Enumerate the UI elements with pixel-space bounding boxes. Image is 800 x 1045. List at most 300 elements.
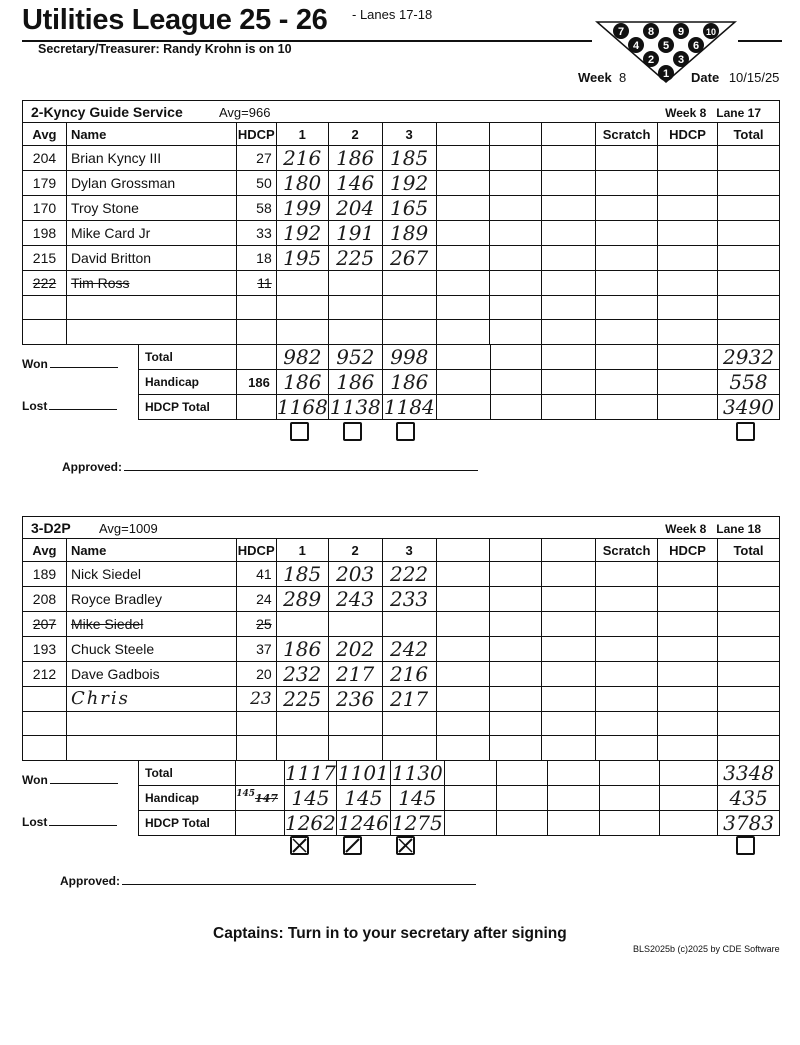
player-row	[23, 320, 780, 345]
team-week: Week 8	[665, 106, 707, 120]
empty-cell[interactable]	[490, 246, 542, 271]
lost-field[interactable]	[22, 399, 117, 413]
empty-cell[interactable]	[542, 661, 596, 686]
empty-cell[interactable]	[542, 562, 596, 587]
empty-cell[interactable]	[542, 612, 596, 637]
empty-cell[interactable]	[717, 686, 779, 711]
player-row	[23, 562, 780, 587]
total-row	[139, 345, 780, 370]
player-handicap: 58	[236, 196, 276, 221]
game-3-score[interactable]: 242	[382, 636, 436, 661]
game-3-score[interactable]	[382, 711, 436, 736]
player-average: 215	[23, 246, 67, 271]
empty-cell[interactable]	[490, 612, 542, 637]
empty-cell[interactable]	[658, 221, 718, 246]
player-name	[66, 736, 236, 761]
empty-cell[interactable]	[596, 370, 658, 395]
empty-cell[interactable]	[596, 271, 658, 296]
hdcp-total-row	[139, 811, 780, 836]
hdcp-total-row-game-1[interactable]: 1168	[276, 395, 328, 419]
game-1-score[interactable]: 195	[276, 246, 328, 271]
team-header-bar	[22, 516, 780, 539]
empty-cell[interactable]	[658, 146, 718, 171]
empty-cell[interactable]	[490, 320, 542, 345]
empty-cell[interactable]	[490, 661, 542, 686]
total-row-series[interactable]: 3348	[718, 761, 780, 786]
empty-cell[interactable]	[490, 295, 542, 320]
empty-cell[interactable]	[542, 736, 596, 761]
empty-cell[interactable]	[542, 345, 596, 370]
empty-cell[interactable]	[436, 320, 490, 345]
empty-cell[interactable]	[436, 562, 490, 587]
game-1-score[interactable]	[276, 271, 328, 296]
hdcp-total-row-series[interactable]: 3490	[717, 395, 779, 420]
team-average: Avg=966	[219, 105, 271, 120]
empty-cell[interactable]	[658, 612, 718, 637]
week-label: Week	[578, 70, 612, 85]
empty-cell[interactable]	[542, 686, 596, 711]
empty-cell[interactable]	[717, 661, 779, 686]
player-name: Brian Kyncy III	[66, 146, 236, 171]
empty-cell[interactable]	[658, 686, 718, 711]
team-handicap-new: 145	[236, 788, 255, 799]
col-scratch: Scratch	[596, 539, 658, 562]
player-average: 212	[23, 661, 67, 686]
lanes-label: - Lanes 17-18	[352, 7, 433, 22]
game-2-score[interactable]: 191	[328, 221, 382, 246]
empty-cell[interactable]	[542, 395, 596, 420]
empty-cell[interactable]	[596, 736, 658, 761]
game-2-score[interactable]	[328, 711, 382, 736]
team-name: 3-D2P	[31, 520, 71, 536]
empty-cell[interactable]	[436, 370, 490, 395]
won-field[interactable]	[22, 357, 118, 371]
game-3-score[interactable]	[382, 320, 436, 345]
game-2-score[interactable]: 146	[328, 171, 382, 196]
game-1-score[interactable]	[276, 295, 328, 320]
series-checkbox[interactable]	[736, 836, 755, 855]
game-2-score[interactable]: 243	[328, 587, 382, 612]
pin-number: 6	[692, 40, 700, 52]
column-header-row	[23, 539, 780, 562]
handicap-row-game-1[interactable]: 145	[284, 786, 336, 811]
col-name: Name	[66, 123, 236, 146]
empty-cell[interactable]	[658, 196, 718, 221]
game-1-score[interactable]: 216	[276, 146, 328, 171]
pin-number: 2	[647, 54, 655, 66]
pin-number: 7	[617, 26, 625, 38]
empty-cell[interactable]	[658, 370, 718, 395]
empty-cell[interactable]	[658, 295, 718, 320]
game-3-score[interactable]	[382, 295, 436, 320]
game-2-score[interactable]: 203	[328, 562, 382, 587]
won-field[interactable]	[22, 773, 118, 787]
team-name: 2-Kyncy Guide Service	[31, 104, 183, 120]
player-name: Chris	[66, 686, 236, 711]
empty-cell[interactable]	[599, 811, 659, 836]
empty-cell[interactable]	[718, 295, 780, 320]
approved-label: Approved:	[60, 874, 120, 888]
empty-cell[interactable]	[718, 320, 780, 345]
empty-cell[interactable]	[596, 661, 658, 686]
player-name: Chuck Steele	[66, 636, 236, 661]
handicap-row-series[interactable]: 435	[718, 786, 780, 811]
team-header-bar	[22, 100, 780, 123]
pin-number: 10	[705, 27, 717, 37]
player-name: Nick Siedel	[66, 562, 236, 587]
game-3-checkbox-checked[interactable]	[396, 836, 415, 855]
player-row	[23, 295, 780, 320]
player-average: 208	[23, 587, 67, 612]
lost-field[interactable]	[22, 815, 117, 829]
handicap-row-game-2[interactable]: 186	[328, 370, 382, 395]
empty-cell[interactable]	[547, 761, 599, 786]
player-row	[23, 661, 780, 686]
empty-cell[interactable]	[436, 661, 490, 686]
empty-cell[interactable]	[490, 370, 542, 395]
empty-cell[interactable]	[444, 761, 496, 786]
game-3-score[interactable]: 192	[382, 171, 436, 196]
empty-cell[interactable]	[658, 711, 718, 736]
empty-cell[interactable]	[444, 786, 496, 811]
empty-cell[interactable]	[436, 271, 490, 296]
game-3-score[interactable]: 222	[382, 562, 436, 587]
header-rule-right	[738, 40, 782, 42]
empty-cell[interactable]	[717, 612, 779, 637]
empty-cell[interactable]	[542, 320, 596, 345]
game-3-score[interactable]: 189	[382, 221, 436, 246]
game-2-score[interactable]	[328, 736, 382, 761]
player-average	[23, 711, 67, 736]
date-header	[691, 70, 779, 85]
game-2-score[interactable]	[328, 320, 382, 345]
game-2-score[interactable]: 204	[328, 196, 382, 221]
player-handicap: 24	[236, 587, 276, 612]
empty-cell[interactable]	[717, 711, 779, 736]
empty-cell[interactable]	[542, 221, 596, 246]
empty-cell[interactable]	[718, 146, 780, 171]
handicap-row-series[interactable]: 558	[717, 370, 779, 395]
game-2-checkbox[interactable]	[343, 422, 362, 441]
player-average: 222	[23, 271, 67, 296]
empty-cell[interactable]	[436, 221, 490, 246]
empty-cell[interactable]	[596, 711, 658, 736]
empty-cell[interactable]	[658, 320, 718, 345]
game-1-score[interactable]: 289	[276, 587, 328, 612]
game-1-score[interactable]: 180	[276, 171, 328, 196]
player-handicap: 27	[236, 146, 276, 171]
empty-cell[interactable]	[497, 761, 547, 786]
empty-cell[interactable]	[547, 786, 599, 811]
game-1-score[interactable]	[276, 612, 328, 637]
total-row-game-1[interactable]: 1117	[284, 761, 336, 785]
empty-cell[interactable]	[717, 636, 779, 661]
game-3-score[interactable]: 233	[382, 587, 436, 612]
game-2-score[interactable]	[328, 612, 382, 637]
col-name: Name	[66, 539, 236, 562]
player-row	[23, 686, 780, 711]
empty-cell[interactable]	[658, 661, 718, 686]
game-2-score[interactable]: 225	[328, 246, 382, 271]
hdcp-total-row-game-1[interactable]: 1262	[284, 811, 336, 835]
empty-cell[interactable]	[436, 196, 490, 221]
game-3-score[interactable]	[382, 736, 436, 761]
col-game-2: 2	[328, 123, 382, 146]
game-1-score[interactable]: 192	[276, 221, 328, 246]
week-value: 8	[618, 70, 627, 85]
empty-cell[interactable]	[497, 786, 547, 811]
empty-cell[interactable]	[436, 171, 490, 196]
week-header	[578, 70, 626, 85]
empty-cell[interactable]	[542, 246, 596, 271]
empty-cell[interactable]	[436, 246, 490, 271]
empty-cell[interactable]	[596, 221, 658, 246]
empty-cell[interactable]	[490, 345, 542, 370]
game-3-score[interactable]: 165	[382, 196, 436, 221]
won-label: Won	[22, 773, 48, 787]
game-1-score[interactable]	[276, 711, 328, 736]
empty-cell[interactable]	[596, 295, 658, 320]
col-game-2: 2	[328, 539, 382, 562]
col-empty	[490, 539, 542, 562]
game-3-score[interactable]: 216	[382, 661, 436, 686]
handicap-row-game-1[interactable]: 186	[276, 370, 328, 395]
empty-cell[interactable]	[660, 811, 718, 836]
empty-cell[interactable]	[660, 761, 718, 786]
hdcp-total-row-game-2[interactable]: 1138	[329, 395, 381, 419]
empty-cell[interactable]	[658, 562, 718, 587]
col-hdcp: HDCP	[236, 539, 276, 562]
handicap-row-game-2[interactable]: 145	[336, 786, 390, 811]
handicap-row-game-3[interactable]: 186	[382, 370, 436, 395]
hdcp-total-row-game-2[interactable]: 1246	[337, 811, 389, 835]
game-2-checkbox-checked[interactable]	[343, 836, 362, 855]
player-handicap: 11	[236, 271, 276, 296]
empty-cell[interactable]	[490, 146, 542, 171]
team-handicap-value: 186	[236, 370, 276, 395]
empty-cell[interactable]	[596, 320, 658, 345]
empty-cell[interactable]	[658, 271, 718, 296]
handicap-row	[139, 370, 780, 395]
empty-cell[interactable]	[717, 587, 779, 612]
player-name	[66, 711, 236, 736]
date-value: 10/15/25	[728, 70, 780, 85]
empty-cell[interactable]	[542, 196, 596, 221]
hdcp-total-row-game-3[interactable]: 1184	[383, 395, 435, 419]
game-3-score[interactable]	[382, 612, 436, 637]
empty-cell[interactable]	[490, 271, 542, 296]
empty-cell[interactable]	[490, 196, 542, 221]
total-row-game-1[interactable]: 982	[276, 345, 328, 370]
empty-cell[interactable]	[718, 271, 780, 296]
empty-cell[interactable]	[444, 811, 496, 836]
empty-cell[interactable]	[660, 786, 718, 811]
empty-cell[interactable]	[658, 246, 718, 271]
empty-cell[interactable]	[497, 811, 547, 836]
player-name: Dave Gadbois	[66, 661, 236, 686]
player-handicap: 23	[236, 686, 276, 711]
game-2-score[interactable]: 186	[328, 146, 382, 171]
game-1-score[interactable]	[276, 320, 328, 345]
empty-cell[interactable]	[596, 686, 658, 711]
team-handicap-value	[236, 761, 285, 786]
game-1-score[interactable]: 199	[276, 196, 328, 221]
empty-cell[interactable]	[436, 636, 490, 661]
total-row-game-3[interactable]: 1130	[391, 761, 443, 785]
column-header-row	[23, 123, 780, 146]
game-3-score[interactable]: 217	[382, 686, 436, 711]
game-2-score[interactable]	[328, 271, 382, 296]
empty-cell[interactable]	[718, 221, 780, 246]
empty-cell[interactable]	[596, 196, 658, 221]
empty-cell[interactable]	[436, 686, 490, 711]
player-name: Troy Stone	[66, 196, 236, 221]
total-row-game-2[interactable]: 952	[328, 345, 382, 370]
game-1-score[interactable]: 232	[276, 661, 328, 686]
empty-cell[interactable]	[542, 146, 596, 171]
col-empty	[542, 539, 596, 562]
empty-cell[interactable]	[658, 171, 718, 196]
approved-field[interactable]	[60, 874, 476, 888]
col-game-1: 1	[276, 123, 328, 146]
game-1-score[interactable]: 225	[276, 686, 328, 711]
empty-cell[interactable]	[490, 636, 542, 661]
empty-cell[interactable]	[717, 736, 779, 761]
empty-cell[interactable]	[542, 370, 596, 395]
empty-cell[interactable]	[542, 271, 596, 296]
empty-cell[interactable]	[599, 761, 659, 786]
empty-cell[interactable]	[490, 711, 542, 736]
empty-cell[interactable]	[542, 295, 596, 320]
total-row-series[interactable]: 2932	[717, 345, 779, 370]
empty-cell[interactable]	[658, 345, 718, 370]
player-name: Tim Ross	[66, 271, 236, 296]
date-label: Date	[691, 70, 720, 85]
col-game-1: 1	[276, 539, 328, 562]
hdcp-total-row-game-3[interactable]: 1275	[391, 811, 443, 835]
empty-cell[interactable]	[596, 636, 658, 661]
empty-cell[interactable]	[436, 295, 490, 320]
empty-cell[interactable]	[436, 345, 490, 370]
empty-cell[interactable]	[436, 587, 490, 612]
empty-cell[interactable]	[596, 146, 658, 171]
empty-cell[interactable]	[436, 146, 490, 171]
game-2-score[interactable]: 202	[328, 636, 382, 661]
empty-cell[interactable]	[596, 612, 658, 637]
empty-cell[interactable]	[596, 171, 658, 196]
player-name: Mike Siedel	[66, 612, 236, 637]
team-handicap-crossed: 147	[254, 791, 278, 805]
empty-cell[interactable]	[658, 587, 718, 612]
game-1-score[interactable]: 186	[276, 636, 328, 661]
player-row	[23, 636, 780, 661]
empty-cell[interactable]	[542, 636, 596, 661]
total-row-game-3[interactable]: 998	[382, 345, 436, 370]
player-average	[23, 295, 67, 320]
col-empty	[490, 123, 542, 146]
empty-cell[interactable]	[658, 395, 718, 420]
player-row	[23, 146, 780, 171]
empty-cell[interactable]	[718, 246, 780, 271]
empty-cell[interactable]	[490, 736, 542, 761]
empty-cell[interactable]	[436, 711, 490, 736]
player-handicap	[236, 711, 276, 736]
hdcp-total-row-series[interactable]: 3783	[718, 811, 780, 836]
player-row	[23, 587, 780, 612]
empty-cell[interactable]	[658, 736, 718, 761]
empty-cell[interactable]	[436, 736, 490, 761]
player-average: 170	[23, 196, 67, 221]
game-3-score[interactable]	[382, 271, 436, 296]
empty-cell[interactable]	[596, 587, 658, 612]
empty-cell[interactable]	[717, 562, 779, 587]
game-3-score[interactable]: 267	[382, 246, 436, 271]
empty-cell[interactable]	[596, 395, 658, 420]
game-1-checkbox[interactable]	[290, 422, 309, 441]
team-week: Week 8	[665, 522, 707, 536]
empty-cell[interactable]	[596, 562, 658, 587]
game-2-score[interactable]: 217	[328, 661, 382, 686]
game-2-score[interactable]	[328, 295, 382, 320]
empty-cell[interactable]	[599, 786, 659, 811]
team-lane: Lane 18	[716, 522, 761, 536]
game-3-score[interactable]: 185	[382, 146, 436, 171]
player-handicap: 20	[236, 661, 276, 686]
player-handicap	[236, 736, 276, 761]
empty-cell[interactable]	[658, 636, 718, 661]
copyright: BLS2025b (c)2025 by CDE Software	[633, 944, 780, 954]
empty-cell[interactable]	[490, 562, 542, 587]
game-3-checkbox[interactable]	[396, 422, 415, 441]
empty-cell[interactable]	[490, 686, 542, 711]
empty-cell[interactable]	[542, 171, 596, 196]
game-1-checkbox-checked[interactable]	[290, 836, 309, 855]
empty-cell[interactable]	[490, 395, 542, 420]
empty-cell[interactable]	[490, 587, 542, 612]
pin-number: 9	[677, 26, 685, 38]
empty-cell[interactable]	[490, 221, 542, 246]
empty-cell[interactable]	[596, 246, 658, 271]
player-handicap: 33	[236, 221, 276, 246]
empty-cell[interactable]	[718, 196, 780, 221]
empty-cell[interactable]	[542, 587, 596, 612]
empty-cell[interactable]	[542, 711, 596, 736]
total-row-game-2[interactable]: 1101	[337, 761, 389, 785]
game-2-score[interactable]: 236	[328, 686, 382, 711]
game-1-score[interactable]	[276, 736, 328, 761]
player-row	[23, 711, 780, 736]
approved-field[interactable]	[62, 460, 478, 474]
player-handicap: 18	[236, 246, 276, 271]
empty-cell[interactable]	[436, 395, 490, 420]
pin-number: 3	[677, 54, 685, 66]
handicap-row-game-3[interactable]: 145	[390, 786, 444, 811]
player-row	[23, 612, 780, 637]
empty-cell[interactable]	[547, 811, 599, 836]
empty-cell[interactable]	[436, 612, 490, 637]
player-row	[23, 196, 780, 221]
series-checkbox[interactable]	[736, 422, 755, 441]
game-1-score[interactable]: 185	[276, 562, 328, 587]
player-average: 189	[23, 562, 67, 587]
secretary-line: Secretary/Treasurer: Randy Krohn is on 10	[38, 42, 292, 56]
empty-cell[interactable]	[718, 171, 780, 196]
player-handicap: 25	[236, 612, 276, 637]
player-handicap: 41	[236, 562, 276, 587]
empty-cell[interactable]	[490, 171, 542, 196]
player-handicap	[236, 295, 276, 320]
empty-cell[interactable]	[596, 345, 658, 370]
